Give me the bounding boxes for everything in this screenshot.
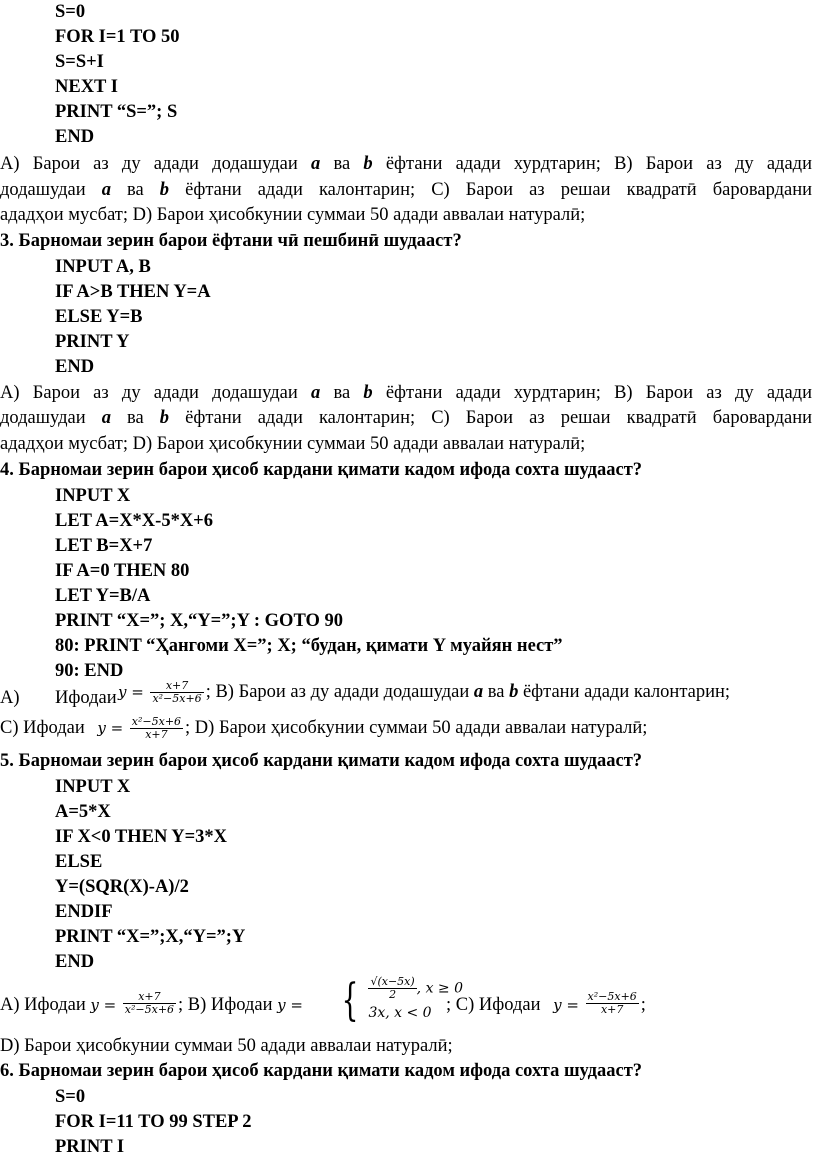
code-line: INPUT X xyxy=(55,486,131,506)
code-line: IF A=0 THEN 80 xyxy=(55,561,190,581)
fraction: $\frac{√(x-5x)}{2}$ xyxy=(370,975,415,1001)
code-line: ELSE Y=B xyxy=(55,307,143,327)
answer-options: A) Ифодаи y = $\frac{x+7}{\text{x²−5x+6}}$ ; B) Ифодаи y = { $\frac{√(x-5x)}{2}$ , x ≥ 0 3x, x < 0 ; C) Ифодаи y = $\frac{\text{x²−5x+6}}{x+7}$ ; xyxy=(0,974,646,1026)
code-line: S=S+I xyxy=(55,52,104,72)
question-5: 5. Барномаи зерин барои ҳисоб кардани қимати кадом ифода сохта шудааст? xyxy=(0,751,643,771)
code-line: PRINT “S=”; S xyxy=(55,102,178,122)
answer-options: A) Ифодаи y = $\frac{x+7}{\text{x²−5x+6}}$ ; B) Барои аз ду адади додашудаи a ва b ёфтани адади калонтарин; xyxy=(0,679,731,708)
piecewise-function: { $\frac{√(x-5x)}{2}$ , x ≥ 0 3x, x < 0 xyxy=(341,974,464,1026)
code-line: END xyxy=(55,357,95,377)
code-line: END xyxy=(55,127,95,147)
code-line: INPUT A, B xyxy=(55,257,151,277)
answer-options: додашудаи a ва b ёфтани адади калонтарин; C) Барои аз решаи квадратӣ баровардани xyxy=(0,180,812,200)
code-line: NEXT I xyxy=(55,77,118,97)
code-line: PRINT “X=”;X,“Y=”;Y xyxy=(55,927,246,947)
answer-options: ададҳои мусбат; D) Барои ҳисобкунии суммаи 50 адади аввалаи натуралӣ; xyxy=(0,434,586,454)
answer-options: A) Барои аз ду адади додашудаи a ва b ёфтани адади хурдтарин; B) Барои аз ду адади xyxy=(0,383,812,403)
code-line: FOR I=1 TO 50 xyxy=(55,27,180,47)
code-line: FOR I=11 TO 99 STEP 2 xyxy=(55,1112,252,1132)
code-line: IF A>B THEN Y=A xyxy=(55,282,211,302)
code-line: S=0 xyxy=(55,2,86,22)
code-line: INPUT X xyxy=(55,777,131,797)
code-line: LET A=X*X-5*X+6 xyxy=(55,511,213,531)
code-line: 90: END xyxy=(55,661,124,681)
code-line: A=5*X xyxy=(55,802,111,822)
answer-options: C) Ифодаи y = $\frac{\text{x²−5x+6}}{x+7}$ ; D) Барои ҳисобкунии суммаи 50 адади аввалаи натуралӣ; xyxy=(0,715,648,741)
code-line: ENDIF xyxy=(55,902,113,922)
code-line: IF X<0 THEN Y=3*X xyxy=(55,827,228,847)
code-line: ELSE xyxy=(55,852,103,872)
question-4: 4. Барномаи зерин барои ҳисоб кардани қимати кадом ифода сохта шудааст? xyxy=(0,460,643,480)
answer-options: D) Барои ҳисобкунии суммаи 50 адади аввалаи натуралӣ; xyxy=(0,1036,453,1056)
answer-options: ададҳои мусбат; D) Барои ҳисобкунии суммаи 50 адади аввалаи натуралӣ; xyxy=(0,205,586,225)
answer-options: додашудаи a ва b ёфтани адади калонтарин; C) Барои аз решаи квадратӣ баровардани xyxy=(0,408,812,428)
fraction: $\frac{\text{x²−5x+6}}{x+7}$ xyxy=(587,990,637,1016)
fraction: $\frac{\text{x²−5x+6}}{x+7}$ xyxy=(131,715,182,741)
code-line: PRINT “X=”; X,“Y=”;Y : GOTO 90 xyxy=(55,611,343,631)
question-3: 3. Барномаи зерин барои ёфтани чӣ пешбинӣ шудааст? xyxy=(0,231,462,251)
question-6: 6. Барномаи зерин барои ҳисоб кардани қимати кадом ифода сохта шудааст? xyxy=(0,1061,643,1081)
code-line: S=0 xyxy=(55,1087,86,1107)
fraction: $\frac{x+7}{\text{x²−5x+6}}$ xyxy=(124,990,175,1016)
code-line: 80: PRINT “Ҳангоми X=”; X; “будан, қимати Y муайян нест” xyxy=(55,636,563,656)
code-line: LET Y=B/A xyxy=(55,586,151,606)
code-line: PRINT I xyxy=(55,1137,125,1157)
fraction: $\frac{x+7}{\text{x²−5x+6}}$ xyxy=(152,679,202,705)
code-line: END xyxy=(55,952,95,972)
answer-options: A) Барои аз ду адади додашудаи a ва b ёфтани адади хурдтарин; B) Барои аз ду адади xyxy=(0,154,812,174)
code-line: Y=(SQR(X)-A)/2 xyxy=(55,877,189,897)
code-line: PRINT Y xyxy=(55,332,130,352)
code-line: LET B=X+7 xyxy=(55,536,153,556)
